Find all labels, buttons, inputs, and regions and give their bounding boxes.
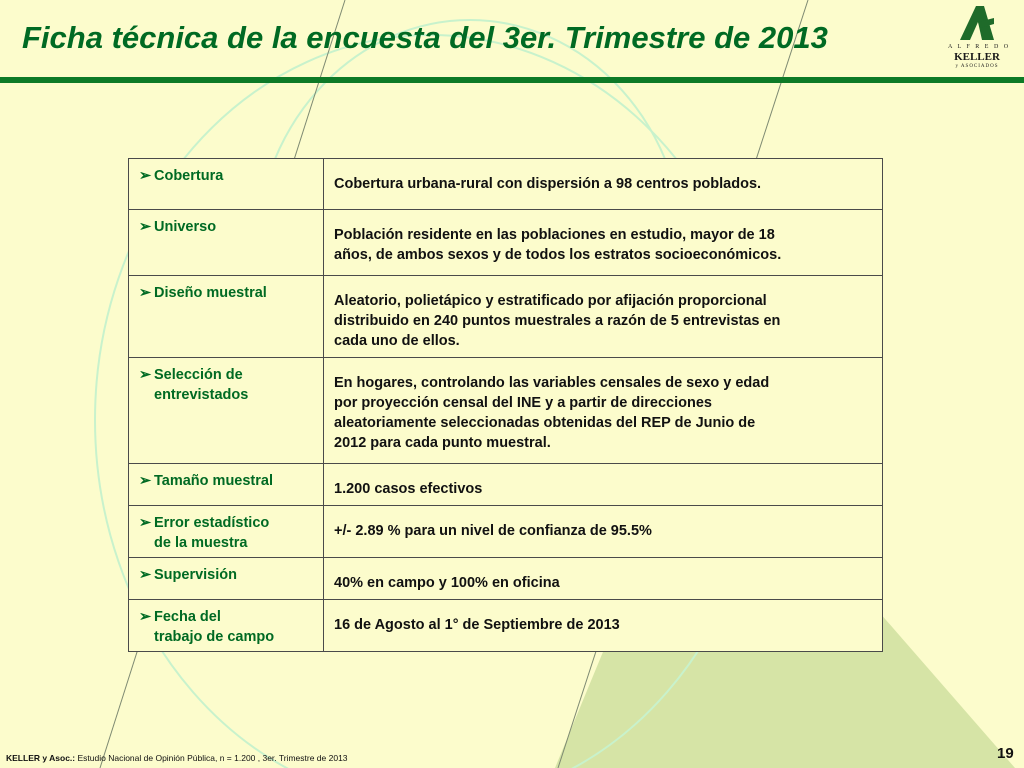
spec-value-cell (324, 159, 883, 210)
spec-value-cell (324, 210, 883, 276)
spec-value-text: +/- 2.89 % para un nivel de confianza de 95.5% (334, 523, 652, 539)
spec-label-cell (129, 506, 324, 558)
footer-description: Estudio Nacional de Opinión Pública, n = 1.200 , 3er. Trimestre de 2013 (75, 753, 348, 763)
spec-label-line (139, 166, 317, 186)
spec-label-text: Fecha del (154, 609, 221, 625)
survey-spec-table (128, 158, 883, 652)
spec-label-cell (129, 558, 324, 600)
spec-label-line (139, 513, 317, 533)
spec-row (129, 159, 883, 210)
spec-label-text: Supervisión (154, 567, 237, 583)
spec-value-cell (324, 506, 883, 558)
spec-label-cell (129, 210, 324, 276)
spec-value-text: cada uno de ellos. (334, 333, 460, 349)
spec-value-text: 2012 para cada punto muestral. (334, 435, 551, 451)
footer-org: KELLER y Asoc.: (6, 753, 76, 763)
spec-label-text: Error estadístico (154, 515, 270, 531)
spec-row (129, 558, 883, 600)
spec-row (129, 358, 883, 464)
bullet-arrow-icon: ➢ (139, 168, 152, 184)
spec-row (129, 210, 883, 276)
spec-label-text: trabajo de campo (154, 629, 275, 645)
spec-label-line (139, 565, 317, 585)
spec-label-line (139, 217, 317, 237)
spec-value-text: Población residente en las poblaciones en estudio, mayor de 18 (334, 227, 775, 243)
footer-source (6, 753, 348, 763)
page-title: Ficha técnica de la encuesta del 3er. Trimestre de 2013 (22, 20, 828, 55)
company-logo (948, 4, 1011, 74)
spec-value-cell (324, 558, 883, 600)
spec-label-cell (129, 159, 324, 210)
spec-value-text: 16 de Agosto al 1° de Septiembre de 2013 (334, 617, 620, 633)
keller-logo-icon (958, 4, 996, 42)
logo-text-bottom: y ASOCIADOS (955, 64, 999, 69)
spec-label-text: Tamaño muestral (154, 473, 273, 489)
bullet-arrow-icon: ➢ (139, 473, 152, 489)
spec-value-text: En hogares, controlando las variables censales de sexo y edad (334, 375, 770, 391)
spec-label-cell (129, 464, 324, 506)
spec-value-text: años, de ambos sexos y de todos los estratos socioeconómicos. (334, 247, 782, 263)
logo-text-middle: KELLER (954, 51, 1000, 63)
spec-label-cell (129, 276, 324, 358)
spec-row (129, 276, 883, 358)
spec-label-line (139, 283, 317, 303)
spec-label-text: Selección de (154, 367, 243, 383)
spec-value-text: distribuido en 240 puntos muestrales a razón de 5 entrevistas en (334, 313, 781, 329)
bullet-arrow-icon: ➢ (139, 285, 152, 301)
spec-row (129, 506, 883, 558)
spec-value-text: 1.200 casos efectivos (334, 481, 483, 497)
spec-value-text: 40% en campo y 100% en oficina (334, 575, 560, 591)
spec-value-cell (324, 358, 883, 464)
spec-label-text: Cobertura (154, 168, 224, 184)
bullet-arrow-icon: ➢ (139, 609, 152, 625)
bullet-arrow-icon: ➢ (139, 367, 152, 383)
spec-label-cell (129, 600, 324, 652)
spec-value-cell (324, 276, 883, 358)
spec-label-cell (129, 358, 324, 464)
spec-label-text: de la muestra (154, 535, 248, 551)
spec-label-text: Diseño muestral (154, 285, 267, 301)
spec-value-text: Aleatorio, polietápico y estratificado por afijación proporcional (334, 293, 767, 309)
logo-text-top: A L F R E D O (948, 44, 1011, 50)
spec-table-body (129, 159, 883, 652)
spec-label-text: entrevistados (154, 387, 249, 403)
title-divider (0, 77, 1024, 83)
spec-value-text: aleatoriamente seleccionadas obtenidas del REP de Junio de (334, 415, 756, 431)
spec-value-cell (324, 464, 883, 506)
spec-value-text: por proyección censal del INE y a partir de direcciones (334, 395, 712, 411)
spec-value-cell (324, 600, 883, 652)
spec-row (129, 464, 883, 506)
spec-row (129, 600, 883, 652)
bullet-arrow-icon: ➢ (139, 567, 152, 583)
spec-label-line (139, 471, 317, 491)
page-number: 19 (997, 745, 1014, 762)
bullet-arrow-icon: ➢ (139, 515, 152, 531)
spec-value-text: Cobertura urbana-rural con dispersión a 98 centros poblados. (334, 176, 762, 192)
spec-label-line (139, 365, 317, 385)
spec-label-line (139, 607, 317, 627)
bullet-arrow-icon: ➢ (139, 219, 152, 235)
spec-label-text: Universo (154, 219, 217, 235)
